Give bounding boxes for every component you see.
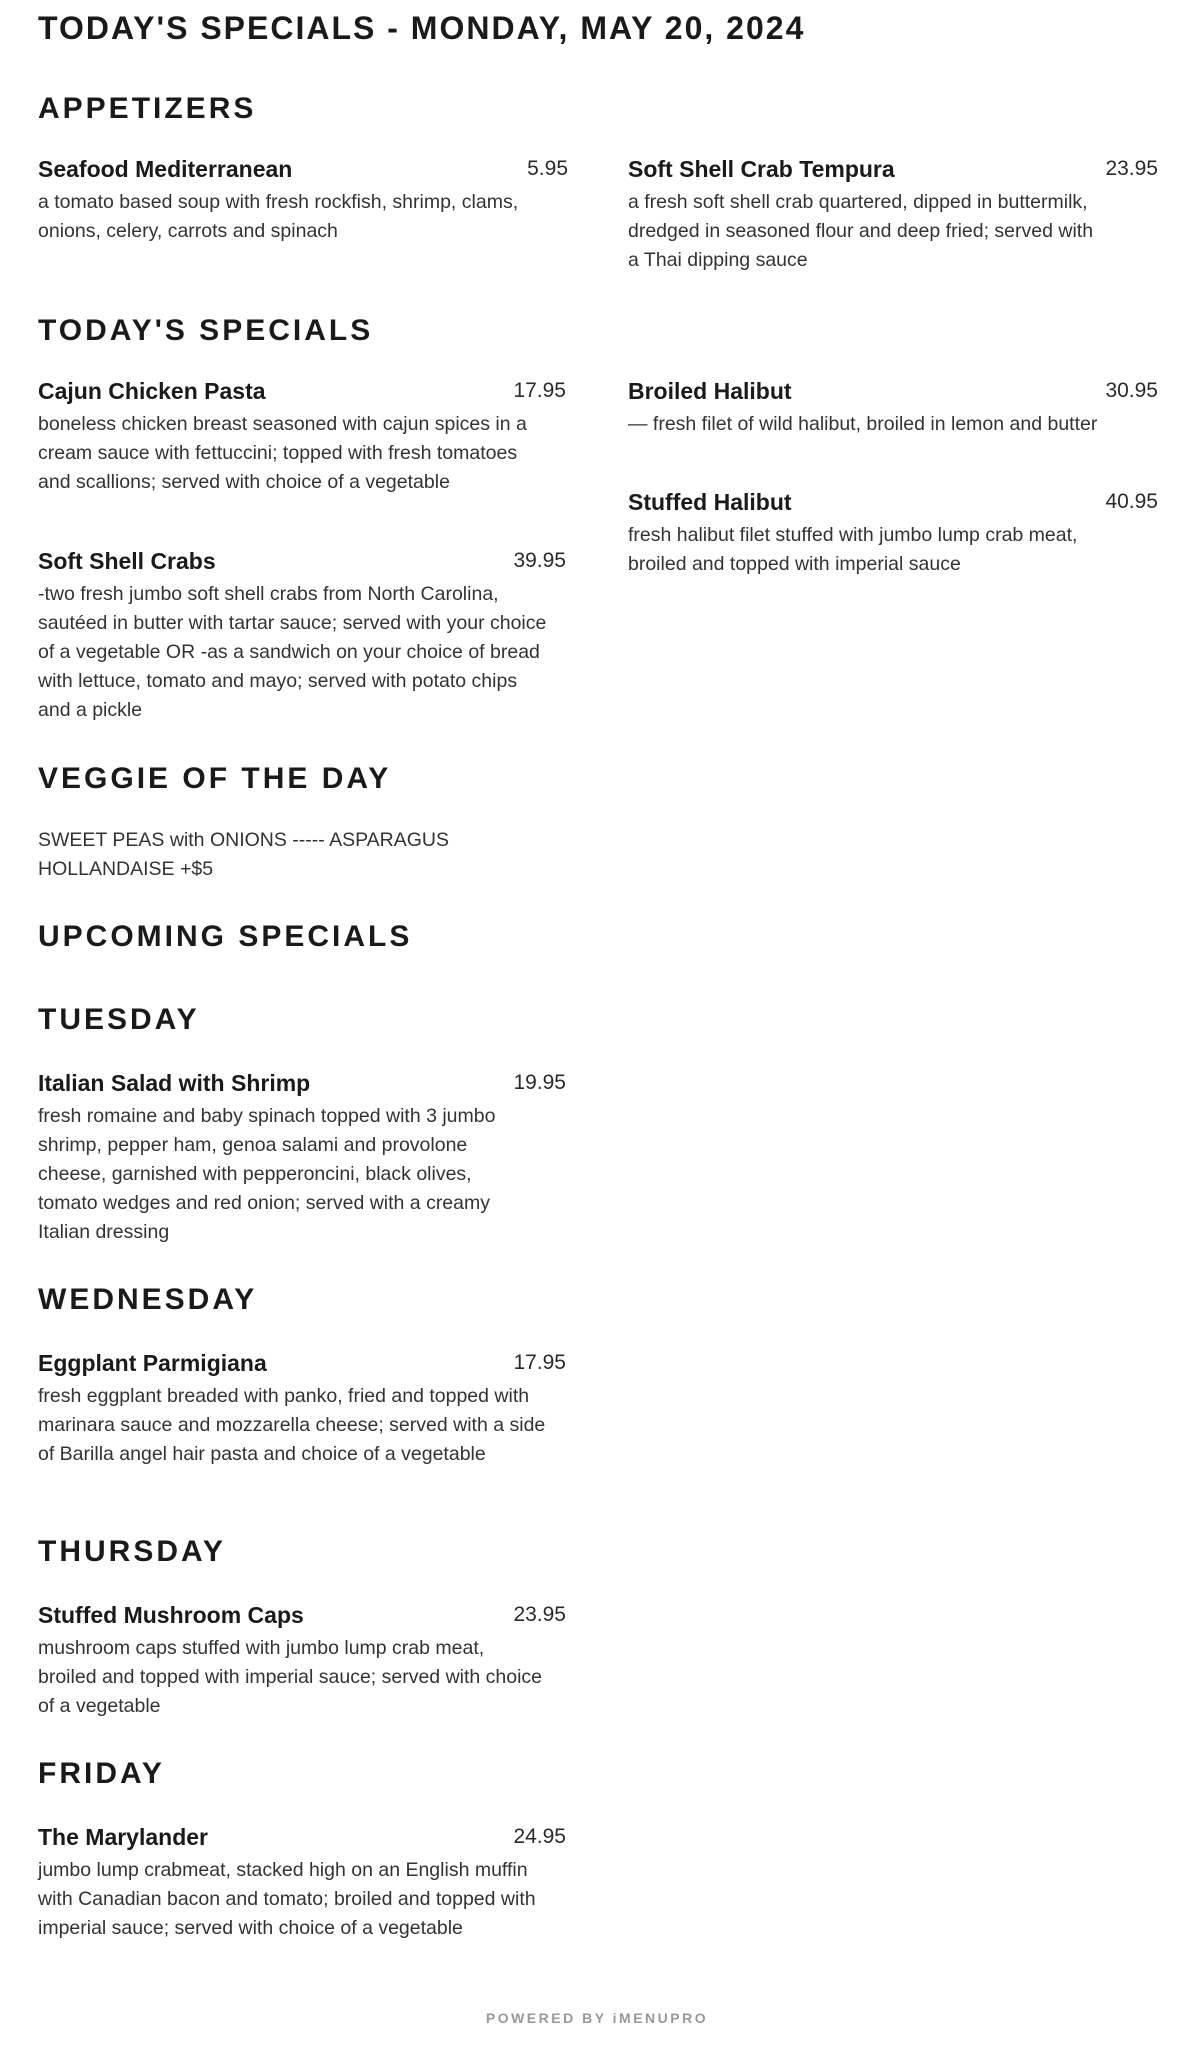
item-price: 17.95 xyxy=(513,379,566,402)
page-title: TODAY'S SPECIALS - MONDAY, MAY 20, 2024 xyxy=(38,10,806,46)
item-price: 19.95 xyxy=(513,1071,566,1094)
item-price: 23.95 xyxy=(513,1603,566,1626)
item-price: 40.95 xyxy=(1105,490,1158,513)
item-name: Soft Shell Crab Tempura xyxy=(628,156,895,182)
veggie-of-the-day-text: SWEET PEAS with ONIONS ----- ASPARAGUS HOLLANDAISE +$5 xyxy=(38,829,450,880)
item-price: 17.95 xyxy=(513,1351,566,1374)
section-title-todays-specials: TODAY'S SPECIALS xyxy=(38,314,374,347)
powered-by-footer: POWERED BY iMENUPRO xyxy=(485,2010,709,2026)
item-description: a fresh soft shell crab quartered, dipped in buttermilk, dredged in seasoned flour and deep fried; served with a Thai dipping sauce xyxy=(628,191,1094,271)
item-description: mushroom caps stuffed with jumbo lump crab meat, broiled and topped with imperial sauce; served with choice of a vegetable xyxy=(38,1637,543,1717)
item-description: fresh romaine and baby spinach topped with 3 jumbo shrimp, pepper ham, genoa salami and provolone cheese, garnished with pepperoncini, black olives, tomato wedges and red onion; served with a creamy Italian dressing xyxy=(38,1105,496,1243)
item-price: 24.95 xyxy=(513,1825,566,1848)
section-title-upcoming-specials: UPCOMING SPECIALS xyxy=(38,920,413,953)
section-title-friday: FRIDAY xyxy=(38,1757,165,1790)
item-name: Seafood Mediterranean xyxy=(38,156,293,182)
section-title-tuesday: TUESDAY xyxy=(38,1003,200,1036)
section-title-wednesday: WEDNESDAY xyxy=(38,1283,258,1316)
item-description: fresh halibut filet stuffed with jumbo lump crab meat, broiled and topped with imperial sauce xyxy=(628,524,1078,575)
item-name: Eggplant Parmigiana xyxy=(38,1350,267,1376)
item-name: Soft Shell Crabs xyxy=(38,548,216,574)
item-description: a tomato based soup with fresh rockfish, shrimp, clams, onions, celery, carrots and spinach xyxy=(38,191,519,242)
item-name: Broiled Halibut xyxy=(628,378,792,404)
item-name: Stuffed Halibut xyxy=(628,489,792,515)
item-price: 5.95 xyxy=(527,157,568,180)
item-price: 39.95 xyxy=(513,549,566,572)
item-price: 30.95 xyxy=(1105,379,1158,402)
item-description: boneless chicken breast seasoned with cajun spices in a cream sauce with fettuccini; topped with fresh tomatoes and scallions; served with choice of a vegetable xyxy=(38,413,527,493)
item-description: -two fresh jumbo soft shell crabs from North Carolina, sautéed in butter with tartar sauce; served with your choice of a vegetable OR -as a sandwich on your choice of bread with lettuce, tomato and mayo; served with potato chips and a pickle xyxy=(38,583,547,721)
item-description: fresh eggplant breaded with panko, fried and topped with marinara sauce and mozzarella cheese; served with a side of Barilla angel hair pasta and choice of a vegetable xyxy=(38,1385,546,1465)
item-name: The Marylander xyxy=(38,1824,208,1850)
item-description: — fresh filet of wild halibut, broiled in lemon and butter xyxy=(628,413,1098,435)
item-name: Italian Salad with Shrimp xyxy=(38,1070,311,1096)
section-title-appetizers: APPETIZERS xyxy=(38,92,257,125)
item-name: Cajun Chicken Pasta xyxy=(38,378,266,404)
item-description: jumbo lump crabmeat, stacked high on an English muffin with Canadian bacon and tomato; broiled and topped with imperial sauce; served with choice of a vegetable xyxy=(38,1859,536,1939)
section-title-veggie: VEGGIE OF THE DAY xyxy=(38,762,392,795)
item-name: Stuffed Mushroom Caps xyxy=(38,1602,304,1628)
section-title-thursday: THURSDAY xyxy=(38,1535,226,1568)
item-price: 23.95 xyxy=(1105,157,1158,180)
